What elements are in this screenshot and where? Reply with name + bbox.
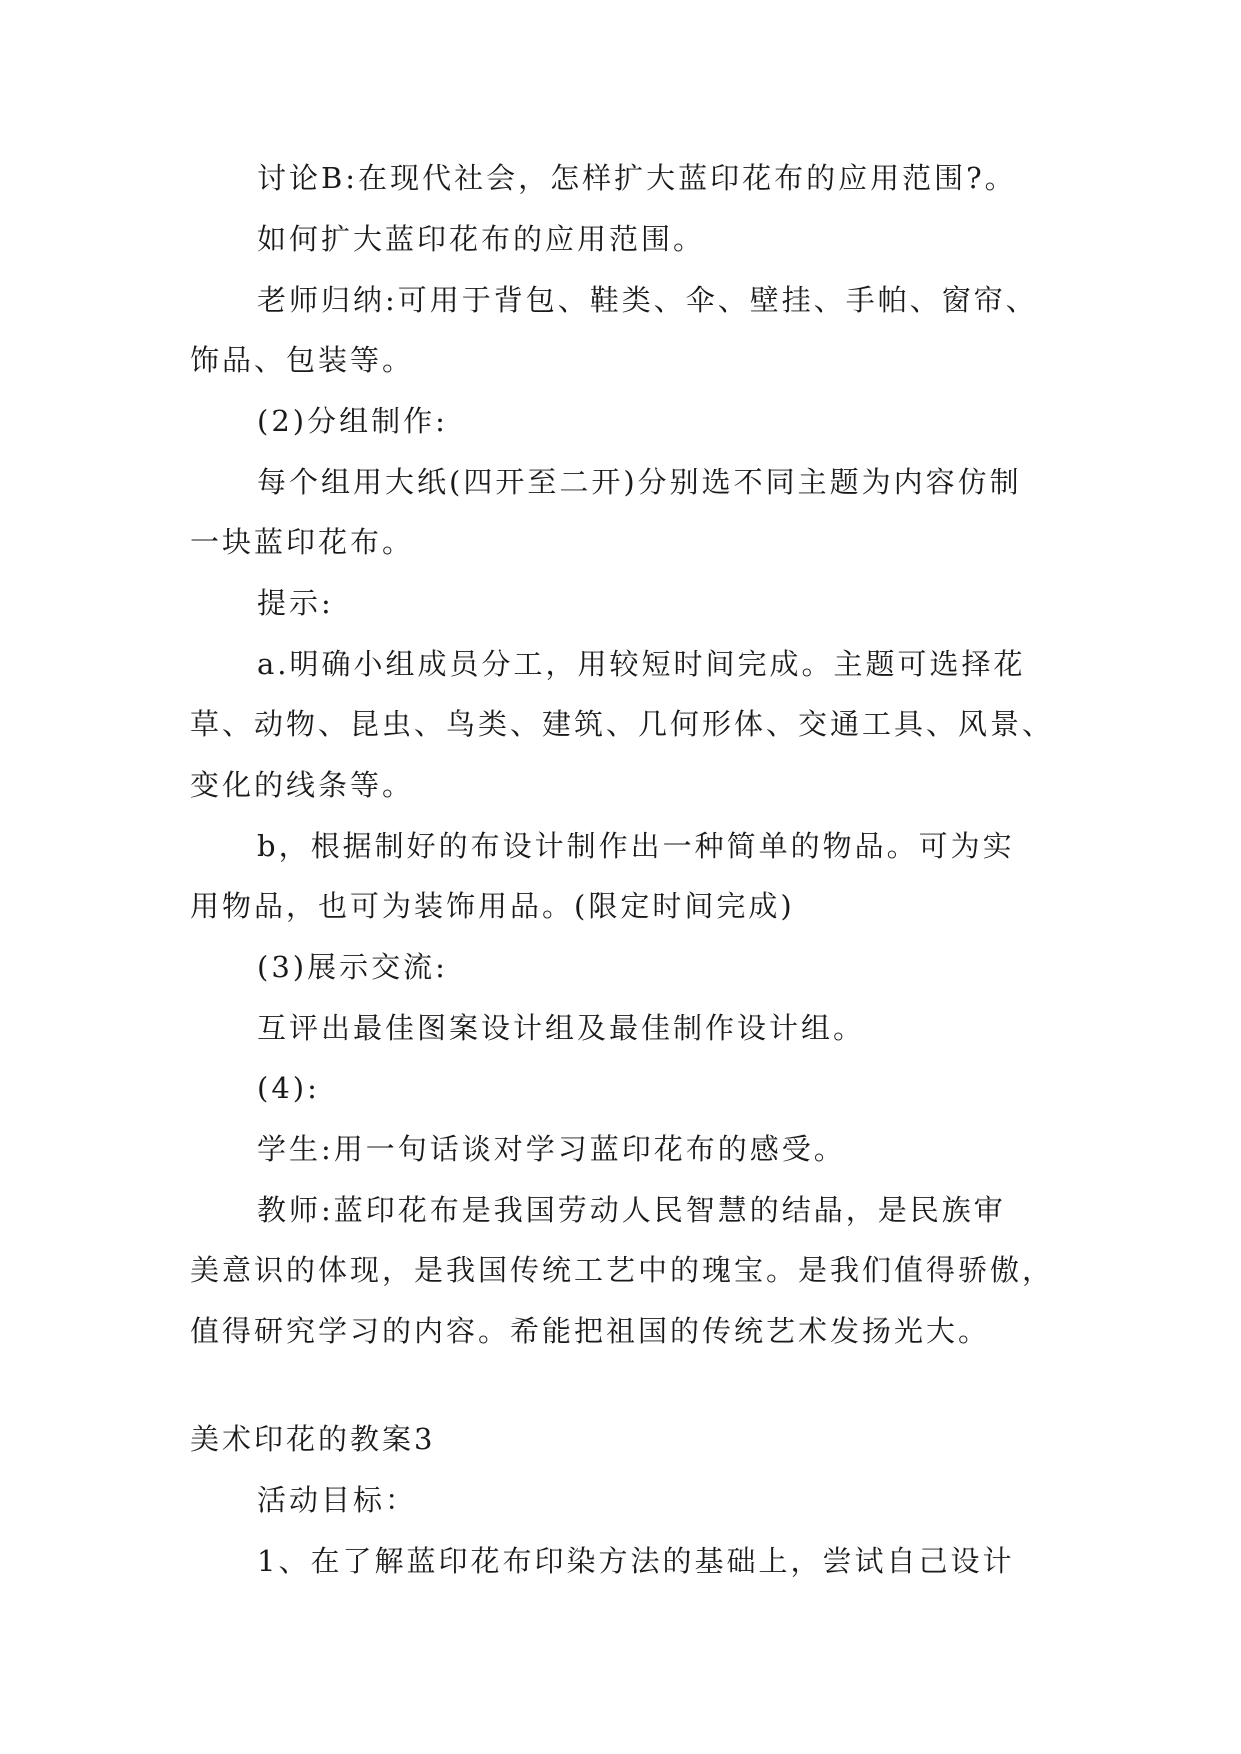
paragraph-line: 一块蓝印花布。 — [190, 525, 415, 559]
paragraph-line: 美意识的体现，是我国传统工艺中的瑰宝。是我们值得骄傲， — [190, 1253, 1055, 1287]
paragraph-line: 提示: — [257, 586, 334, 620]
paragraph-line: 草、动物、昆虫、鸟类、建筑、几何形体、交通工具、风景、 — [190, 707, 1055, 741]
paragraph-line: 用物品，也可为装饰用品。(限定时间完成) — [190, 889, 795, 923]
paragraph-line: 值得研究学习的内容。希能把祖国的传统艺术发扬光大。 — [190, 1314, 991, 1348]
paragraph-line: (3)展示交流: — [257, 950, 448, 984]
paragraph-line: 变化的线条等。 — [190, 768, 415, 802]
paragraph-line: 教师:蓝印花布是我国劳动人民智慧的结晶，是民族审 — [257, 1193, 1006, 1227]
paragraph-line: 学生:用一句话谈对学习蓝印花布的感受。 — [257, 1132, 846, 1166]
paragraph-line: (4): — [257, 1071, 320, 1105]
paragraph-line: 活动目标： — [257, 1483, 418, 1517]
paragraph-line: 饰品、包装等。 — [190, 343, 415, 377]
paragraph-line: 讨论B:在现代社会，怎样扩大蓝印花布的应用范围?。 — [257, 161, 1017, 195]
paragraph-line: 老师归纳:可用于背包、鞋类、伞、壁挂、手帕、窗帘、 — [257, 283, 1038, 317]
section-title: 美术印花的教案3 — [190, 1422, 436, 1456]
paragraph-line: 1、在了解蓝印花布印染方法的基础上，尝试自己设计 — [257, 1544, 1015, 1578]
paragraph-line: 如何扩大蓝印花布的应用范围。 — [257, 222, 706, 256]
paragraph-line: (2)分组制作: — [257, 404, 448, 438]
paragraph-line: 每个组用大纸(四开至二开)分别选不同主题为内容仿制 — [257, 465, 1022, 499]
paragraph-line: 互评出最佳图案设计组及最佳制作设计组。 — [257, 1011, 866, 1045]
paragraph-line: a.明确小组成员分工，用较短时间完成。主题可选择花 — [257, 647, 1026, 681]
paragraph-line: b，根据制好的布设计制作出一种简单的物品。可为实 — [257, 829, 1015, 863]
